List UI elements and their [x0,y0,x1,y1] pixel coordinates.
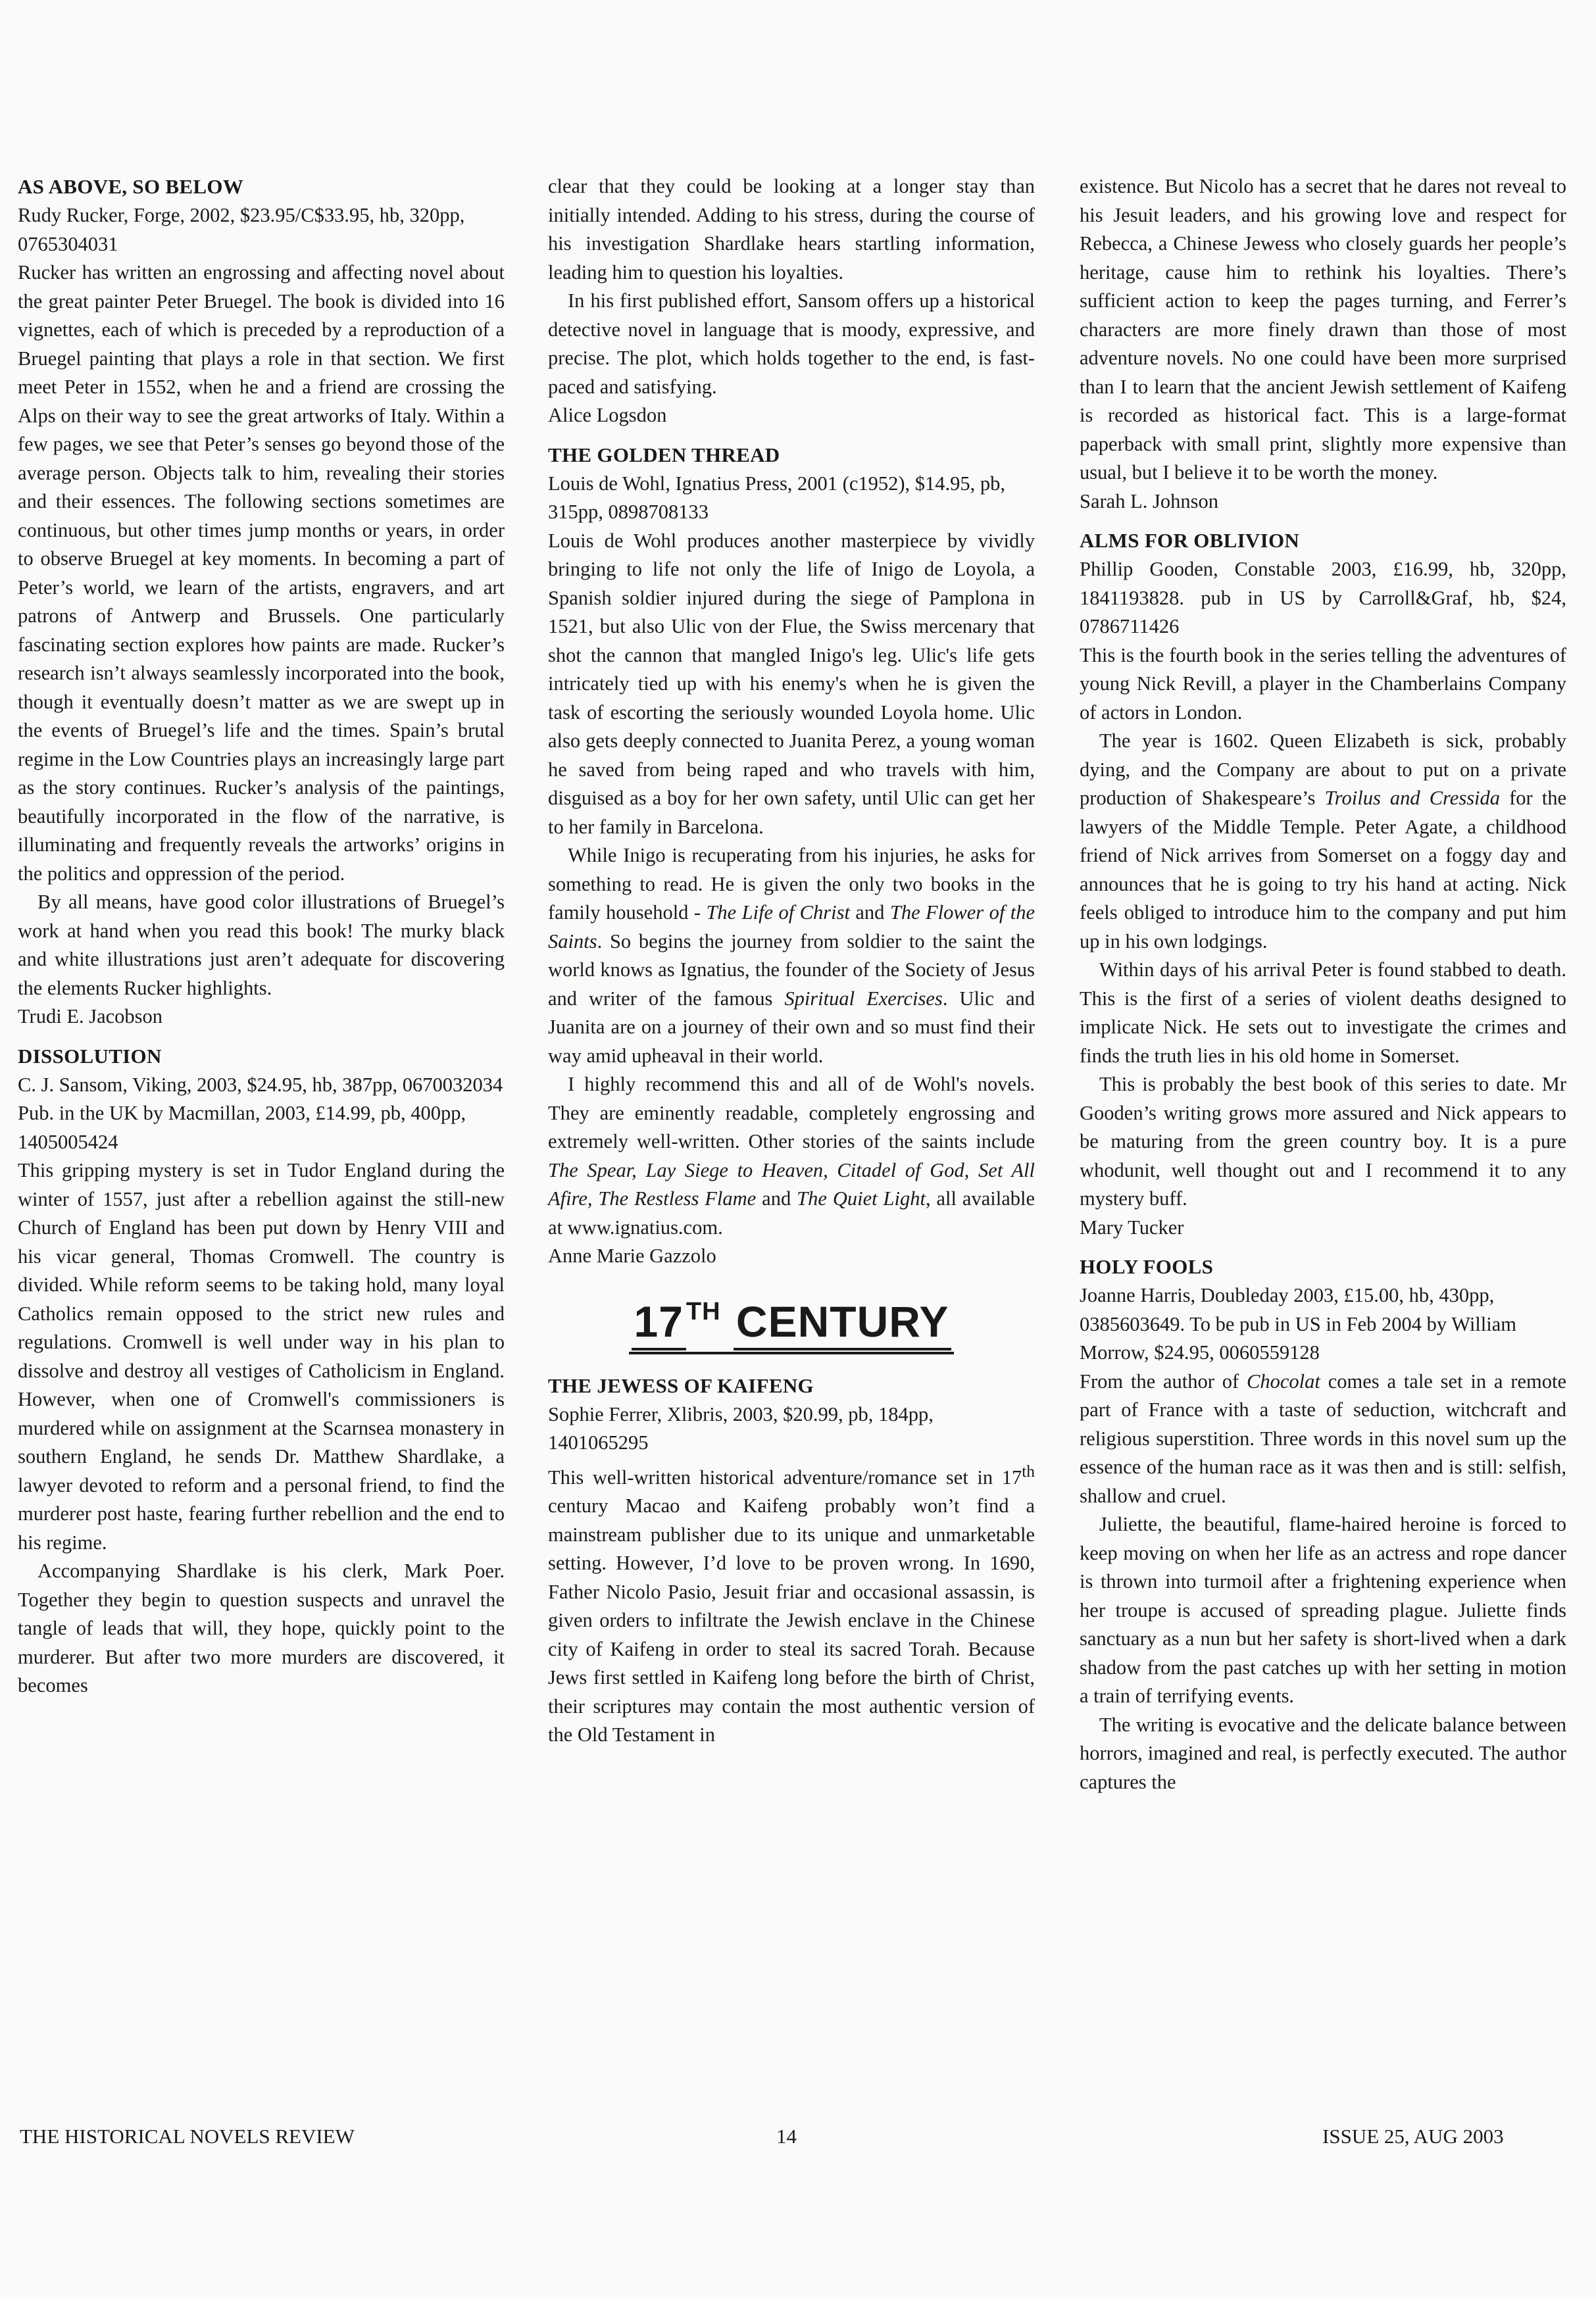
section-heading-ordinal: TH [686,1297,721,1325]
review-paragraph: The writing is evocative and the delicate balance between horrors, imagined and real, is perfectly executed. The author captures the [1080,1713,1566,1793]
text-run: for the lawyers of the Middle Temple. Peter Agate, a childhood friend of Nick arrives from Somerset on a foggy day and announces that he is going to try his hand at acting. Nick feels obliged to introduce him to the company and put him up in his own lodgings. [1080,787,1566,952]
review-paragraph [548,1458,1035,1750]
book-title: Troilus and Cressida [1324,787,1501,809]
review-title: HOLY FOOLS [1080,1255,1214,1278]
review-paragraph: This gripping mystery is set in Tudor England during the winter of 1557, just after a rebellion against the still-new Church of England has been put down by Henry VIII and his vicar general, Thomas Cromwell. The country is divided. While reform seems to be taking hold, many loyal Catholics remain opposed to the strict new rules and regulations. Cromwell is well under way in his plan to dissolve and destroy all vestiges of Catholicism in England. However, when one of Cromwell's commissioners is murdered while on assignment at the Scarnsea monastery in southern England, he sends Dr. Matthew Shardlake, a lawyer devoted to reform and a personal friend, to find the murderer post haste, fearing further rebellion and the end to his regime. [18,1159,505,1554]
review-biblio: Phillip Gooden, Constable 2003, £16.99, hb, 320pp, 1841193828. pub in US by Carroll&Graf, hb, $24, 0786711426 [1080,558,1566,637]
text-run: The year is 1602. Queen Elizabeth is sick, probably dying, and the Company are about to put on a private production of Shakespeare’s [1080,729,1566,809]
text-run: and [849,901,890,924]
text-run: This well-written historical adventure/romance set in 17 [548,1466,1022,1489]
text-run: I highly recommend this and all of de Wohl's novels. They are eminently readable, completely engrossing and extremely well-written. Other stories of the saints include [548,1073,1035,1152]
section-heading-word: CENTURY [734,1297,952,1350]
reviewer-name: Anne Marie Gazzolo [548,1245,716,1267]
review-alms-for-oblivion [1080,526,1566,1242]
text-run: From the author of [1080,1370,1247,1393]
review-title: AS ABOVE, SO BELOW [18,175,244,198]
footer-publication: THE HISTORICAL NOVELS REVIEW [20,2125,355,2148]
review-paragraph [548,841,1035,1070]
text-run: , all available at www.ignatius.com. [548,1187,1035,1239]
section-heading-text [629,1287,955,1354]
book-title: The Quiet Light [797,1187,926,1210]
review-jewess-of-kaifeng [548,1372,1035,1750]
text-run: . Ulic and Juanita are on a journey of their own and so must find their way amid upheaval in their world. [548,987,1035,1067]
reviewer-name: Alice Logsdon [548,404,667,426]
review-title: THE JEWESS OF KAIFENG [548,1373,814,1397]
review-paragraph [1080,727,1566,956]
review-paragraph: In his first published effort, Sansom offers up a historical detective novel in language that is moody, expressive, and precise. The plot, which holds together to the end, is fast-paced and satisfying. [548,289,1035,398]
review-paragraph: Louis de Wohl produces another masterpiece by vividly bringing to life not only the life of Inigo de Loyola, a Spanish soldier injured during the siege of Pamplona in 1521, but also Ulic von der Flue, the Swiss mercenary that shot the cannon that mangled Inigo's leg. Ulic's life gets intricately tied up with his enemy's when he is given the task of escorting the seriously wounded Loyola home. Ulic also gets deeply connected to Juanita Perez, a young woman he saved from being raped and who travels with him, disguised as a boy for her own safety, until Ulic can get her to her family in Barcelona. [548,529,1035,838]
review-paragraph: Rucker has written an engrossing and affecting novel about the great painter Peter Bruegel. The book is divided into 16 vignettes, each of which is preceded by a reproduction of a Bruegel painting that plays a role in that section. We first meet Peter in 1552, when he and a friend are crossing the Alps on their way to see the great artworks of Italy. Within a few pages, we see that Peter’s senses go beyond those of the average person. Objects talk to him, revealing their stories and their essences. The following sections sometimes are continuous, but other times jump months or years, in order to observe Bruegel at key moments. In becoming a part of Peter’s world, we learn of the artists, engravers, and art patrons of Antwerp and Brussels. One particularly fascinating section explores how paints are made. Rucker’s research isn’t always seamlessly incorporated into the book, though it eventually doesn’t matter as we are swept up in the events of Bruegel’s life and the times. Spain’s brutal regime in the Low Countries plays an increasingly large part as the story continues. Rucker’s analysis of the paintings, beautifully incorporated in the flow of the narrative, is illuminating and frequently reveals the artworks’ origins in the politics and oppression of the period. [18,261,505,885]
reviewer-name: Trudi E. Jacobson [18,1005,163,1027]
review-holy-fools [1080,1252,1566,1796]
review-paragraph: Within days of his arrival Peter is found stabbed to death. This is the first of a series of violent deaths designed to implicate Nick. He sets out to investigate the crimes and finds the truth lies in his old home in Somerset. [1080,958,1566,1067]
review-title: THE GOLDEN THREAD [548,443,780,466]
book-title: The Spear, Lay Siege to Heaven, Citadel of God, Set All Afire, The Restless Flame [548,1158,1035,1210]
review-biblio: C. J. Sansom, Viking, 2003, $24.95, hb, 387pp, 0670032034 [18,1073,503,1096]
footer-page-number: 14 [776,2125,797,2148]
review-paragraph: By all means, have good color illustrations of Bruegel’s work at hand when you read this book! The murky black and white illustrations just aren’t adequate for discovering the elements Rucker highlights. [18,891,505,999]
book-title: Spiritual Exercises [784,987,943,1010]
text-run: While Inigo is recuperating from his injuries, he asks for something to read. He is given the only two books in the family household - [548,844,1035,924]
review-paragraph: This is the fourth book in the series telling the adventures of young Nick Revill, a player in the Chamberlains Company of actors in London. [1080,643,1566,724]
review-golden-thread [548,441,1035,1271]
review-paragraph: Accompanying Shardlake is his clerk, Mark Poer. Together they begin to question suspects and unravel the tangle of leads that will, they hope, quickly point to the murderer. But after two more murders are discovered, it becomes [18,1560,505,1696]
book-title: Chocolat [1247,1370,1320,1393]
review-biblio: Sophie Ferrer, Xlibris, 2003, $20.99, pb, 184pp, 1401065295 [548,1402,934,1454]
reviewer-name: Sarah L. Johnson [1080,489,1218,512]
review-title: DISSOLUTION [18,1044,162,1068]
review-biblio: Louis de Wohl, Ignatius Press, 2001 (c1952), $14.95, pb, 315pp, 0898708133 [548,472,1006,523]
review-biblio: Joanne Harris, Doubleday 2003, £15.00, hb, 430pp, 0385603649. To be pub in US in Feb 2004 by William Morrow, $24.95, 0060559128 [1080,1284,1516,1364]
text-run: century Macao and Kaifeng probably won’t find a mainstream publisher due to its unique and unmarketable setting. However, I’d love to be proven wrong. In 1690, Father Nicolo Pasio, Jesuit friar and occasional assassin, is given orders to infiltrate the Jewish enclave in the Chinese city of Kaifeng in order to steal its sacred Torah. Because Jews first settled in Kaifeng long before the birth of Christ, their scriptures may contain the most authentic version of the Old Testament in [548,1495,1035,1746]
text-run: and [756,1187,797,1210]
footer-issue: ISSUE 25, AUG 2003 [1322,2125,1504,2148]
review-biblio: Pub. in the UK by Macmillan, 2003, £14.99, pb, 400pp, 1405005424 [18,1102,466,1153]
review-title: ALMS FOR OBLIVION [1080,529,1300,552]
section-heading-number: 17 [632,1297,686,1350]
column-1 [18,172,505,1700]
review-paragraph: Juliette, the beautiful, flame-haired heroine is forced to keep moving on when her life as an actress and rope dancer is thrown into turmoil after a frightening experience when her troupe is accused of spreading plague. Juliette finds sanctuary as a nun but her safety is short-lived when a dark shadow from the past catches up with her setting in motion a train of terrifying events. [1080,1513,1566,1707]
column-2 [548,172,1035,1750]
book-title: The Life of Christ [706,901,850,924]
review-dissolution-continued [548,172,1035,430]
text-run: . So begins the journey from soldier to the saint the world knows as Ignatius, the founder of the Society of Jesus and writer of the famous [548,929,1035,1010]
review-paragraph [1080,1368,1566,1511]
review-paragraph: existence. But Nicolo has a secret that he dares not reveal to his Jesuit leaders, and his growing love and respect for Rebecca, a Chinese Jewess who closely guards her people’s heritage, cause him to rethink his loyalties. There’s sufficient action to keep the pages turning, and Ferrer’s characters are more finely drawn than those of most adventure novels. No one could have been more surprised than I to learn that the ancient Jewish settlement of Kaifeng is recorded as historical fact. This is a large-format paperback with small print, slightly more expensive than usual, but I believe it to be worth the money. [1080,175,1566,483]
ordinal-suffix: th [1022,1462,1035,1481]
book-title: The Flower of the Saints [548,901,1035,952]
review-biblio: Rudy Rucker, Forge, 2002, $23.95/C$33.95, hb, 320pp, 0765304031 [18,204,465,255]
review-paragraph: clear that they could be looking at a longer stay than initially intended. Adding to his stress, during the course of his investigation Shardlake hears startling information, leading him to question his loyalties. [548,175,1035,284]
review-paragraph: This is probably the best book of this series to date. Mr Gooden’s writing grows more assured and Nick appears to be maturing from the green country boy. It is a pure whodunit, well thought out and I recommend it to any mystery buff. [1080,1073,1566,1210]
review-paragraph [548,1070,1035,1242]
reviewer-name: Mary Tucker [1080,1216,1184,1239]
review-as-above-so-below [18,172,505,1031]
section-heading-17th-century [548,1287,1035,1354]
column-3 [1080,172,1566,1796]
review-dissolution [18,1042,505,1700]
review-jewess-of-kaifeng-continued [1080,172,1566,516]
text-run: comes a tale set in a remote part of France with a taste of seduction, witchcraft and religious superstition. Three words in this novel sum up the essence of the human race as it was then and is still: selfish, shallow and cruel. [1080,1370,1566,1507]
